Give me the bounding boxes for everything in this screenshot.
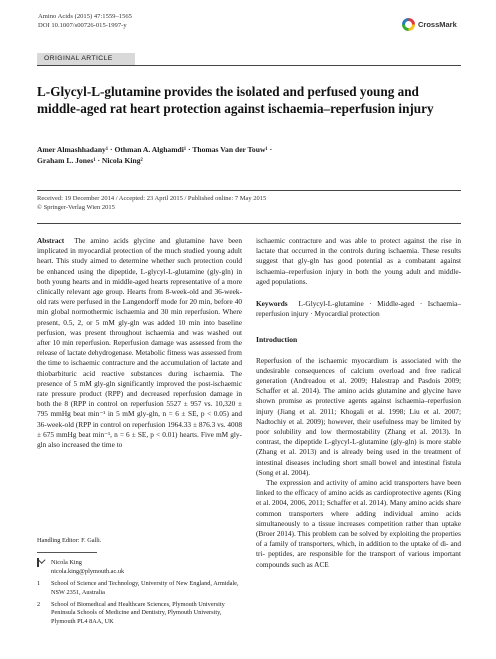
article-title: L-Glycyl-L-glutamine provides the isolated and perfused young and middle-aged rat heart protection against ischaemia–reperfusion injury [37,84,434,116]
author-list [37,144,457,166]
affiliation-1-text: School of Science and Technology, University of New England, Armidale, NSW 2351, Australia [51,580,239,596]
keywords-text: L-Glycyl-L-glutamine · Middle-aged · Ischaemia–reperfusion injury · Myocardial protection [256,299,461,319]
introduction-heading: Introduction [256,335,298,345]
keywords-paragraph [256,299,461,319]
dates-divider-bottom [37,223,461,224]
corresponding-author [37,559,242,576]
footnote-divider [37,552,97,553]
crossmark-badge[interactable] [402,16,460,32]
crossmark-icon [402,18,415,31]
affiliation-1 [37,580,242,597]
author-line-2: Graham L. Jones¹ · Nicola King² [37,156,143,165]
left-column [37,236,242,450]
abstract-heading: Abstract [37,236,65,245]
right-column [256,236,461,570]
introduction-paragraph-1: Reperfusion of the ischaemic myocardium is associated with the undesirable consequences of calcium overload and free radical generation (Andreadou et al. 2009; Halestrap and Pasdois 2009; Schaffer et al. 2014). The amino acids glutamine and glycine have shown promise as protective agents against ischaemia–reperfusion injury (Jiang et al. 2011; Khogali et al. 1998; Liu et al. 2007; Nadtochiy et al. 2009); however, their usefulness may be limited by poor solubility and low thermostability (Zhang et al. 2013). In contrast, the dipeptide L-glycyl-L-glutamine (gly-gln) is more stable (Zhang et al. 2013) and is already being used in the treatment of intestinal diseases including short small bowel and intestinal fistula (Song et al. 2004). [256,355,461,477]
article-type-banner: ORIGINAL ARTICLE [37,53,135,65]
abstract-paragraph [37,236,242,450]
footnotes [37,537,242,630]
contact-name: Nicola King [51,559,82,567]
affiliation-2 [37,601,242,626]
contact-email[interactable]: nicola.king@plymouth.ac.uk [51,567,125,575]
abstract-text: The amino acids glycine and glutamine have been implicated in myocardial protection of the much studied young adult heart. This study aimed to determine whether such protection could be enhanced using the dipeptide, L-glycyl-L-glutamine (gly-gln) in both young hearts and in middle-aged hearts representative of a more clinically relevant age group. Hearts from 8-week-old and 36-week-old rats were perfused in the Langendorff mode for 20 min, before 40 min global normothermic ischaemia and 30 min reperfusion. Where present, 0.5, 2, or 5 mM gly-gln was added 10 min into baseline perfusion, was present throughout ischaemia and was washed out after 10 min reperfusion. Reperfusion damage was assessed from the release of lactate dehydrogenase. Metabolic fitness was assessed from the time to ischaemic contracture and the accumulation of lactate and thiobarbituric acid reactive substances during ischaemia. The presence of 5 mM gly-gln significantly improved the post-ischaemic rate pressure product (RPP) and decreased reperfusion damage in both the 8 (RPP in control on reperfusion 5527 ± 957 vs. 10,320 ± 795 mmHg beat min⁻¹ in 5 mM gly-gln, n = 6 ± SE, p < 0.05) and 36-week-old (RPP in control on reperfusion 1964.33 ± 876.3 vs. 4008 ± 675 mmHg beat min⁻¹, n = 6 ± SE, p < 0.01) hearts. Five mM gly-gln also increased the time to [37,236,243,450]
handling-editor: Handling Editor: F. Galli. [37,537,102,544]
copyright-line: © Springer-Verlag Wien 2015 [37,204,115,211]
dates-divider-top [37,190,461,191]
crossmark-label: CrossMark [418,19,457,29]
affiliation-2-mark: 2 [37,601,41,609]
received-dates: Received: 19 December 2014 / Accepted: 23 April 2015 / Published online: 7 May 2015 [37,195,267,202]
affiliation-1-mark: 1 [37,580,41,588]
keywords-heading: Keywords [256,299,288,309]
journal-citation: Amino Acids (2015) 47:1559–1565 [38,13,132,20]
publication-dates [37,194,457,212]
abstract-continued: ischaemic contracture and was able to protect against the rise in lactate that occurred in the controls during ischaemia. These results suggest that gly-gln has good potential as a combatant against ischaemia–reperfusion injury in both the young adult and middle-aged populations. [256,236,461,286]
introduction-paragraph-2: The expression and activity of amino acid transporters have been linked to the efficacy of amino acids as cardioprotective agents (King et al. 2004, 2006, 2011; Schaffer et al. 2014). Many amino acids share common transporters where adding individual amino acids simultaneously to a tissue increases competition rather than uptake (Broer 2014). This problem can be solved by exploiting the properties of a family of transporters, which, in addition to the uptake of di- and tri- peptides, are responsible for the transport of various important compounds such as ACE [256,478,461,569]
envelope-icon [37,558,39,567]
header-divider [37,65,461,66]
affiliation-2-text: School of Biomedical and Healthcare Sciences, Plymouth University Peninsula Schools of Medicine and Dentistry, Plymouth University, Plymouth PL4 8AA, UK [51,601,225,625]
journal-doi[interactable]: DOI 10.1007/s00726-015-1997-y [38,22,127,29]
journal-info [38,12,132,30]
author-line-1: Amer Almashhadany¹ · Othman A. Alghamdi¹ · Thomas Van der Touw¹ · [37,145,273,154]
